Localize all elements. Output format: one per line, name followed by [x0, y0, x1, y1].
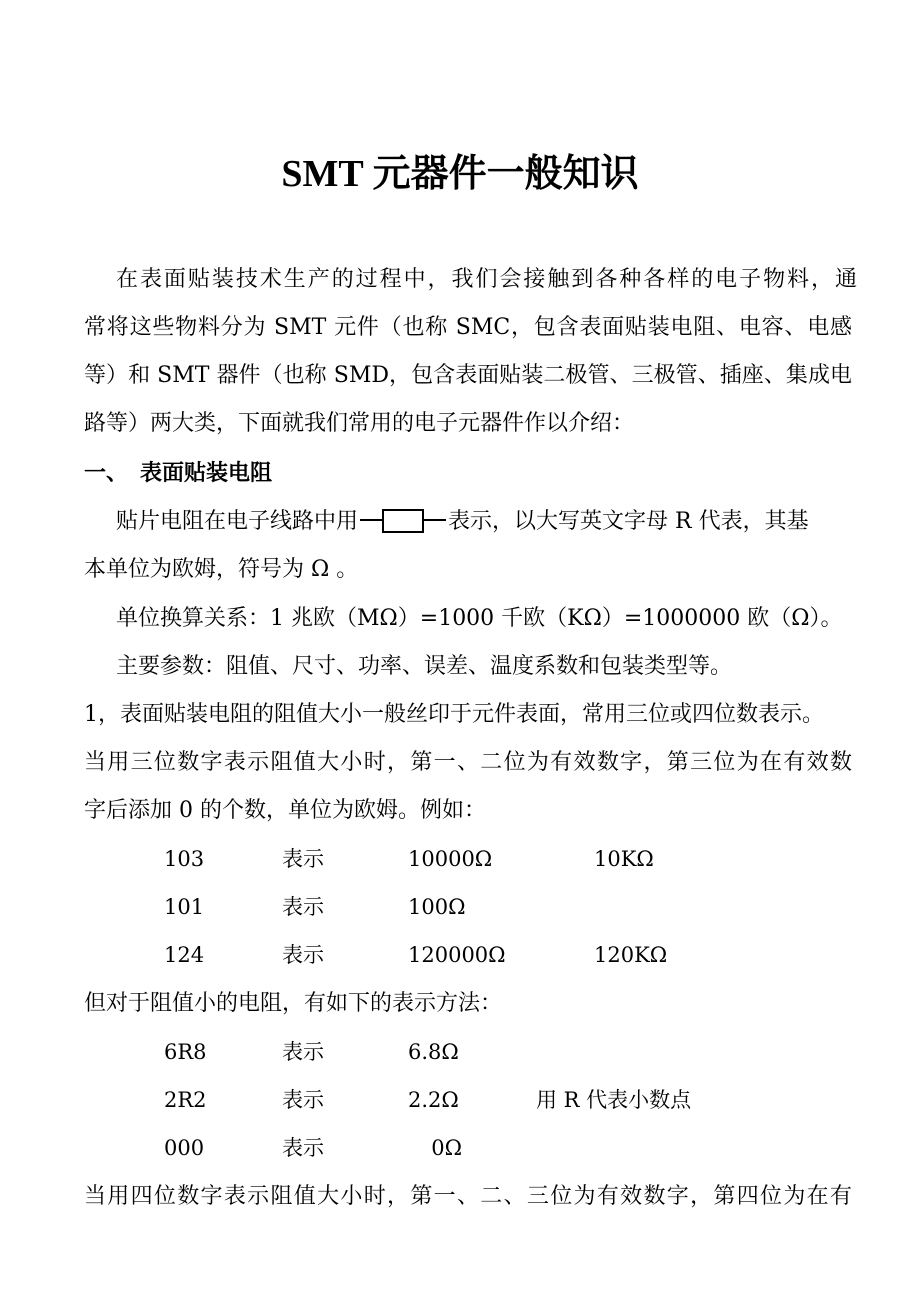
small-example-verb: 表示 — [282, 1040, 324, 1064]
example-code: 103 — [164, 847, 205, 871]
small-resistor-intro: 但对于阻值小的电阻，有如下的表示方法： — [84, 991, 503, 1016]
intro-line-3: 等）和 SMT 器件（也称 SMD，包含表面贴装二极管、三极管、插座、集成电 — [84, 363, 852, 388]
small-example-note: 用 R 代表小数点 — [536, 1088, 692, 1112]
example-value: 100Ω — [408, 895, 466, 919]
example-verb: 表示 — [282, 943, 324, 967]
intro-line-2: 常将这些物料分为 SMT 元件（也称 SMC，包含表面贴装电阻、电容、电感 — [84, 315, 852, 340]
small-example-value: 0Ω — [431, 1136, 462, 1160]
main-parameters: 主要参数：阻值、尺寸、功率、误差、温度系数和包装类型等。 — [116, 654, 733, 679]
example-code: 101 — [164, 895, 205, 919]
unit-conversion: 单位换算关系：1 兆欧（MΩ）=1000 千欧（KΩ）=1000000 欧（Ω）。 — [116, 606, 843, 631]
small-example-verb: 表示 — [282, 1088, 324, 1112]
small-example-value: 6.8Ω — [408, 1040, 459, 1064]
point1-line-1: 1，表面贴装电阻的阻值大小一般丝印于元件表面，常用三位或四位数表示。 — [84, 702, 824, 727]
example-verb: 表示 — [282, 895, 324, 919]
four-digit-line: 当用四位数字表示阻值大小时，第一、二、三位为有效数字，第四位为在有 — [84, 1184, 852, 1209]
point1-line-3: 字后添加 0 的个数，单位为欧姆。例如： — [84, 798, 486, 823]
small-example-value: 2.2Ω — [408, 1088, 459, 1112]
intro-line-4: 路等）两大类，下面就我们常用的电子元器件作以介绍： — [84, 411, 635, 436]
small-example-code: 6R8 — [164, 1040, 207, 1064]
resistor-para-text-after: 表示，以大写英文字母 R 代表，其基 — [448, 509, 809, 534]
intro-line-1: 在表面贴装技术生产的过程中，我们会接触到各种各样的电子物料，通 — [116, 267, 857, 292]
resistor-para-line-1 — [116, 498, 857, 546]
resistor-para-line-2: 本单位为欧姆，符号为 Ω 。 — [84, 557, 359, 582]
section-number: 一、 — [84, 461, 129, 486]
small-example-verb: 表示 — [282, 1136, 324, 1160]
example-verb: 表示 — [282, 847, 324, 871]
example-alt: 120KΩ — [594, 943, 668, 967]
section-title: 表面贴装电阻 — [140, 461, 273, 486]
section-heading-resistor — [84, 450, 272, 498]
small-example-code: 000 — [164, 1136, 205, 1160]
example-value: 120000Ω — [408, 943, 506, 967]
resistor-para-text-before: 贴片电阻在电子线路中用 — [116, 509, 359, 534]
page-title: SMT 元器件一般知识 — [281, 153, 639, 195]
small-example-code: 2R2 — [164, 1088, 207, 1112]
resistor-symbol-icon — [360, 509, 446, 531]
example-alt: 10KΩ — [594, 847, 654, 871]
point1-line-2: 当用三位数字表示阻值大小时，第一、二位为有效数字，第三位为在有效数 — [84, 750, 852, 775]
example-code: 124 — [164, 943, 205, 967]
example-value: 10000Ω — [408, 847, 493, 871]
